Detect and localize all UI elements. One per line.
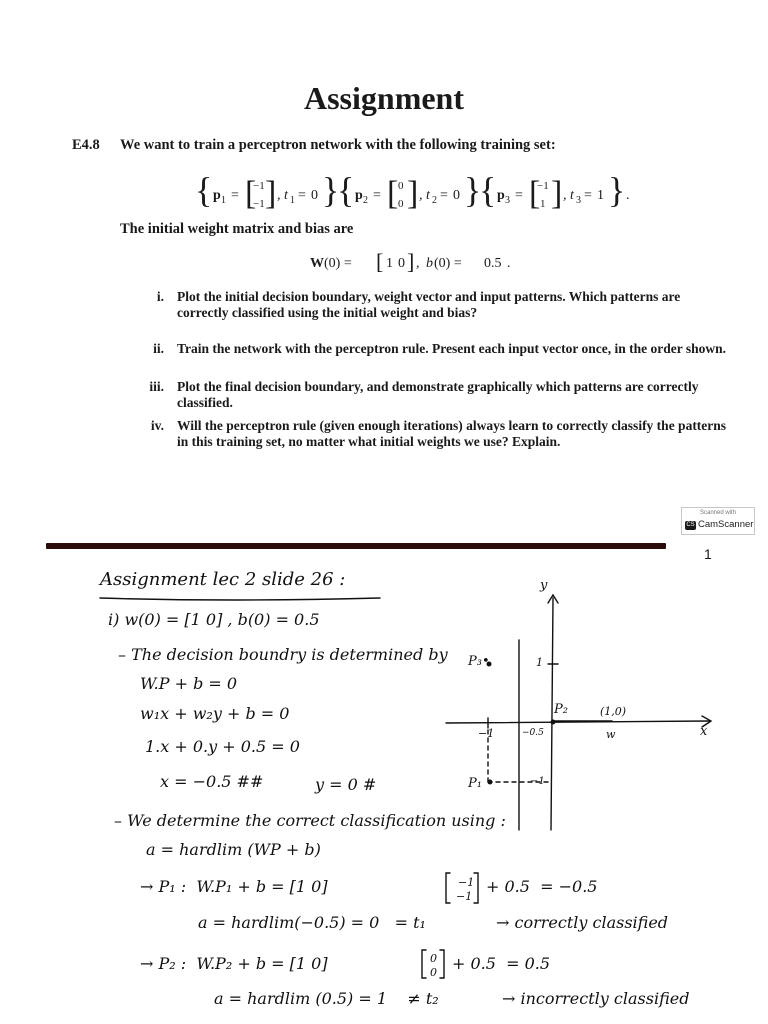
hw-line-numeric: 1.x + 0.y + 0.5 = 0	[145, 737, 300, 756]
p3-top: −1	[537, 180, 549, 192]
camscanner-logo-icon: CS	[686, 522, 695, 528]
question-1-number: i.	[156, 289, 164, 304]
p1-point	[488, 780, 493, 785]
svg-text:,: ,	[416, 256, 420, 271]
scanned-with-text: Scanned with	[699, 510, 737, 516]
svg-text:[: [	[387, 175, 399, 212]
svg-text:2: 2	[432, 195, 437, 206]
graph-p3-label: P₃•	[468, 654, 490, 669]
svg-text:W: W	[310, 256, 324, 271]
hw-line-initial: i) w(0) = [1 0] , b(0) = 0.5	[108, 610, 320, 629]
graph-p2-label: P₂	[554, 702, 568, 717]
w0-first: 1	[386, 256, 393, 271]
hw-line-x-result: x = −0.5 ##	[160, 772, 264, 791]
svg-text:[: [	[376, 249, 384, 274]
question-2-number: ii.	[153, 341, 164, 356]
svg-text:=: =	[440, 188, 448, 203]
p1-bottom: −1	[253, 198, 265, 210]
t2-value: 0	[453, 188, 460, 203]
svg-text:}: }	[322, 170, 340, 210]
question-3-number: iii.	[149, 379, 164, 394]
svg-text:0: 0	[430, 966, 437, 979]
page-title: Assignment	[303, 80, 464, 116]
y-axis-line	[551, 598, 553, 830]
graph-y-neg-one-label: −1	[530, 776, 545, 787]
svg-text:[: [	[245, 175, 257, 212]
hw-line-p2-hardlim: a = hardlim (0.5) = 1 ≠ t₂	[214, 989, 439, 1008]
svg-text:=: =	[298, 188, 306, 203]
svg-text:]: ]	[407, 249, 415, 274]
graph-boundary-label: −0.5	[522, 728, 544, 738]
svg-text:3: 3	[576, 195, 581, 206]
hw-line-boundary: – The decision boundry is determined by	[118, 645, 448, 664]
hw-line-p2-result: + 0.5 = 0.5	[452, 954, 551, 973]
graph-x-label: x	[700, 724, 708, 739]
svg-text:, t: , t	[419, 188, 430, 203]
t3-value: 1	[597, 188, 604, 203]
svg-text:b: b	[426, 256, 433, 271]
hw-line-p2-verdict: → incorrectly classified	[502, 989, 690, 1008]
svg-text:=: =	[584, 188, 592, 203]
p2-point	[551, 720, 556, 725]
graph-x-neg-one-label: −1	[478, 727, 495, 740]
p2-bottom: 0	[398, 198, 404, 210]
hw-line-p1-calc: → P₁ : W.P₁ + b = [1 0]	[140, 877, 328, 896]
hw-line-wxy: w₁x + w₂y + b = 0	[140, 704, 290, 723]
p3-bottom: 1	[540, 198, 546, 210]
svg-text:]: ]	[551, 175, 563, 212]
svg-text:=: =	[373, 188, 381, 203]
hw-line-hardlim: a = hardlim (WP + b)	[146, 840, 321, 859]
svg-text:(0) =: (0) =	[324, 256, 352, 271]
w0-second: 0	[398, 256, 405, 271]
svg-text:.: .	[626, 188, 630, 203]
graph-y-one-label: 1	[536, 656, 543, 669]
hw-line-p2-calc: → P₂ : W.P₂ + b = [1 0]	[140, 954, 328, 973]
svg-text:[: [	[529, 175, 541, 212]
problem-statement: We want to train a perceptron network with the following training set:	[120, 137, 556, 153]
graph-y-label: y	[540, 578, 548, 593]
hw-line-p1-verdict: → correctly classified	[496, 913, 669, 932]
svg-text:p: p	[355, 188, 363, 203]
svg-text:{: {	[195, 170, 213, 210]
svg-text:}: }	[464, 170, 482, 210]
svg-text:1: 1	[290, 195, 295, 206]
problem-number: E4.8	[72, 137, 100, 153]
svg-text:{: {	[479, 170, 497, 210]
hw-line-p1-result: + 0.5 = −0.5	[486, 877, 598, 896]
svg-text:p: p	[497, 188, 505, 203]
page-number: 1	[704, 546, 712, 562]
t1-value: 0	[311, 188, 318, 203]
svg-text:2: 2	[363, 195, 368, 206]
graph-p1-label: P₁	[468, 776, 482, 791]
svg-text:]: ]	[407, 175, 419, 212]
question-1-text: Plot the initial decision boundary, weight vector and input patterns. Which patterns are correctly classified using the initial weight and bias?	[177, 289, 681, 320]
hw-line-classification: – We determine the correct classification using :	[114, 811, 506, 830]
svg-text:3: 3	[505, 195, 510, 206]
svg-text:, t: , t	[563, 188, 574, 203]
p2-top: 0	[398, 180, 404, 192]
svg-text:, t: , t	[277, 188, 288, 203]
question-4-number: iv.	[150, 418, 164, 433]
heading-underline	[100, 598, 380, 600]
p1-top: −1	[253, 180, 265, 192]
graph-w-coord-label: (1,0)	[600, 705, 627, 718]
svg-text:.: .	[507, 256, 511, 271]
svg-text:0: 0	[430, 952, 437, 965]
svg-text:}: }	[608, 170, 626, 210]
svg-text:]: ]	[265, 175, 277, 212]
question-3-text: Plot the final decision boundary, and demonstrate graphically which patterns are correctly classified.	[177, 379, 699, 410]
question-4-text: Will the perceptron rule (given enough iterations) always learn to correctly classify the patterns in this training set, no matter what initial weights we use? Explain.	[177, 418, 727, 449]
svg-text:−1: −1	[458, 876, 475, 889]
svg-text:(0) =: (0) =	[434, 256, 462, 271]
hw-heading: Assignment lec 2 slide 26 :	[100, 569, 346, 590]
svg-text:{: {	[337, 170, 355, 210]
svg-text:=: =	[231, 188, 239, 203]
svg-text:1: 1	[221, 195, 226, 206]
svg-text:p: p	[213, 188, 221, 203]
svg-text:=: =	[515, 188, 523, 203]
hw-line-wp: W.P + b = 0	[140, 674, 238, 693]
question-2-text: Train the network with the perceptron rule. Present each input vector once, in the order shown.	[177, 341, 726, 356]
b0-value: 0.5	[484, 256, 502, 271]
graph-w-label: w	[606, 728, 616, 741]
initial-weights-text: The initial weight matrix and bias are	[120, 221, 354, 237]
svg-text:−1: −1	[456, 890, 473, 903]
camscanner-name: CamScanner	[698, 519, 754, 530]
hw-line-y-result: y = 0 #	[315, 775, 377, 794]
hw-line-p1-hardlim: a = hardlim(−0.5) = 0 = t₁	[198, 913, 426, 932]
